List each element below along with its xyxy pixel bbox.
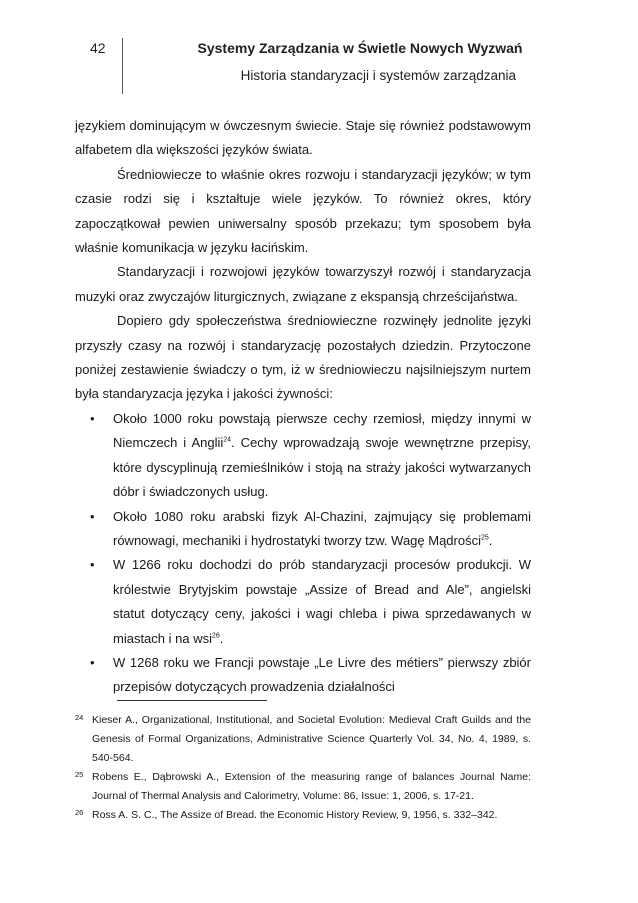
paragraph: Dopiero gdy społeczeństwa średniowieczne rozwinęły jednolite języki przyszły czasy na rozwój i standaryzację pozostałych dziedzin. Przytoczone poniżej zestawienie świadczy o tym, iż w średniowieczu najsilniejszym nurtem była standaryzacja języka i jakości żywności: <box>75 313 531 402</box>
footnote-text: Kieser A., Organizational, Institutional, and Societal Evolution: Medieval Craft Guilds and the Genesis of Formal Organizations, Administrative Science Quarterly Vol. 34, No. 4, 1989, s. 540-564. <box>92 714 531 764</box>
footnote-reference[interactable]: 25 <box>480 534 489 542</box>
bullet-icon: • <box>90 654 95 670</box>
body-text <box>75 114 531 700</box>
footnote-mark: 26 <box>75 808 84 817</box>
bullet-icon: • <box>90 410 95 426</box>
header-divider <box>122 38 123 94</box>
paragraph: językiem dominującym w ówczesnym świecie. Staje się również podstawowym alfabetem dla większości języków świata. <box>75 118 531 158</box>
list-item <box>75 407 531 505</box>
footnote-reference[interactable]: 24 <box>223 436 232 444</box>
list-item <box>75 553 531 651</box>
footnote <box>75 768 531 806</box>
list-item-text: Około 1080 roku arabski fizyk Al-Chazini, zajmujący się problemami równowagi, mechaniki i hydrostatyki tworzy tzw. Wagę Mądrości <box>113 508 531 548</box>
footnote-separator <box>117 700 267 701</box>
list-item-text: . <box>219 630 224 646</box>
footnote-mark: 25 <box>75 770 84 779</box>
list-item-text: . Cechy wprowadzają swoje wewnętrzne przepisy, które dyscyplinują rzemieślników i stoją na straży jakości wytwarzanych dóbr i świadczonych usług. <box>113 435 531 500</box>
bullet-icon: • <box>90 508 95 524</box>
footnote-text: Robens E., Dąbrowski A., Extension of the measuring range of balances Journal Name: Journal of Thermal Analysis and Calorimetry, Volume: 86, Issue: 1, 2006, s. 17-21. <box>92 771 531 802</box>
footnote-text: Ross A. S. C., The Assize of Bread. the Economic History Review, 9, 1956, s. 332–342. <box>92 809 498 821</box>
list-item-text: W 1268 roku we Francji powstaje „Le Livre des métiers” pierwszy zbiór przepisów dotyczących prowadzenia działalności <box>113 654 531 695</box>
page-number: 42 <box>90 40 106 56</box>
bullet-icon: • <box>90 557 95 573</box>
list-item-text: W 1266 roku dochodzi do prób standaryzacji procesów produkcji. W królestwie Brytyjskim powstaje „Assize of Bread and Ale”, angielski statut dotyczący ceny, jakości i wagi chleba i piwa sprzedawanych w miastach i na wsi <box>113 557 531 646</box>
footnote-mark: 24 <box>75 713 84 722</box>
list-item-text: Około 1000 roku powstają pierwsze cechy rzemiosł, między innymi w Niemczech i Anglii <box>113 410 531 451</box>
running-header-subtitle: Historia standaryzacji i systemów zarządzania <box>240 68 516 83</box>
list-item <box>75 651 531 700</box>
running-header-title: Systemy Zarządzania w Świetle Nowych Wyzwań <box>197 40 523 56</box>
footnote <box>75 806 531 825</box>
bullet-list <box>75 407 531 700</box>
list-item-text: . <box>488 532 493 548</box>
paragraph: Średniowiecze to właśnie okres rozwoju i standaryzacji języków; w tym czasie rodzi się i kształtuje wiele języków. To również okres, który zapoczątkował pewien uniwersalny sposób przekazu; tym sposobem była właśnie komunikacja w języku łacińskim. <box>75 166 531 256</box>
footnotes <box>75 711 531 825</box>
footnote-reference[interactable]: 26 <box>211 632 220 640</box>
footnote <box>75 711 531 768</box>
paragraph: Standaryzacji i rozwojowi języków towarzyszył rozwój i standaryzacja muzyki oraz zwyczajów liturgicznych, związane z ekspansją chrześcijaństwa. <box>75 264 531 304</box>
list-item <box>75 505 531 554</box>
